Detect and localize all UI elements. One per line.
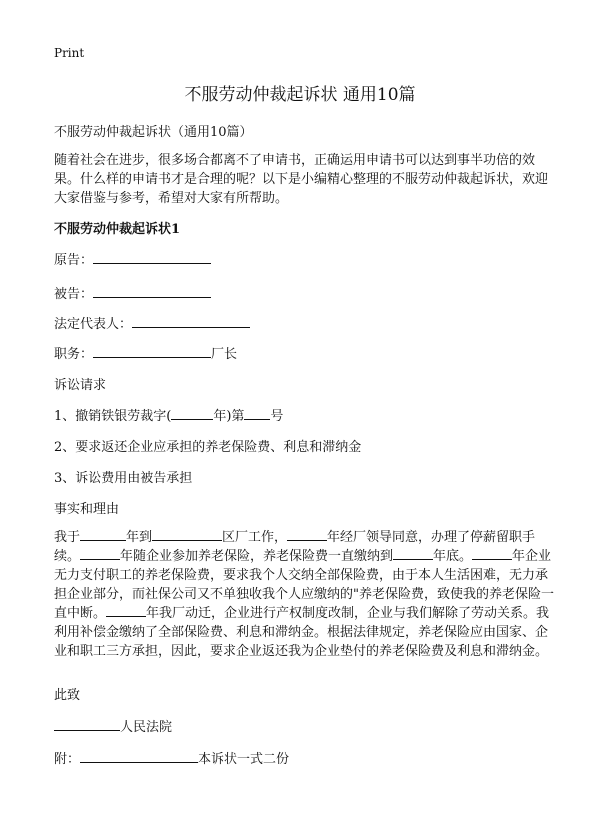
blank-1 [80,528,126,541]
claim-item-2: 2、要求返还企业应承担的养老保险费、利息和滞纳金 [54,440,362,455]
court-blank [54,718,120,731]
facts-text-3: 区厂工作， [222,530,288,545]
closing-salutation: 此致 [54,688,81,703]
claim-1-part-c: 号 [270,409,284,424]
legal-rep-blank [132,315,250,328]
attachment-line [54,748,289,767]
legal-rep-field [54,313,250,332]
claim-item-3: 3、诉讼费用由被告承担 [54,471,193,486]
plaintiff-field [54,249,211,268]
court-line [54,716,172,735]
facts-text-6: 年底。 [433,549,473,564]
blank-7 [106,604,146,617]
claim-1-year-blank [171,407,213,420]
claim-1-part-a: 1、撤销铁银劳裁字( [54,409,172,424]
intro-paragraph: 随着社会在进步，很多场合都离不了申请书，正确运用申请书可以达到事半功倍的效果。什么样的申请书才是合理的呢？以下是小编精心整理的不服劳动仲裁起诉状，欢迎大家借鉴与参考，希望对大家有所帮助。 [54,153,549,206]
legal-rep-label: 法定代表人： [54,317,133,332]
attachment-label: 附： [54,752,81,767]
blank-2 [152,528,222,541]
position-blank [93,345,211,358]
facts-text-8: 年我厂动迁，企业进行产权制度改制，企业与我们解除了劳动关系。我利用补偿金缴纳了全部保险费、利息和滞纳金。根据法律规定，养老保险应由国家、企业和职工三方承担，因此，要求企业返还我为企业垫付的养老保险费及利息和滞纳金。 [54,606,550,659]
court-label: 人民法院 [120,720,173,735]
defendant-label: 被告： [54,287,94,302]
position-suffix: 厂长 [211,347,238,362]
document-subtitle: 不服劳动仲裁起诉状（通用10篇） [54,125,253,140]
blank-4 [80,547,120,560]
plaintiff-blank [93,251,211,264]
defendant-blank [93,285,211,298]
blank-6 [472,547,512,560]
facts-text-2: 年到 [126,530,153,545]
facts-text-7: 年企业无力支付职工的养老保险费，要求我个人交纳全部保险费，由于本人生活困难，无力承担企业部分，而社保公司又不单独收我个人应缴纳的"养老保险费，致使我的养老保险一直中断。 [54,549,554,621]
claim-1-part-b: 年)第 [213,409,245,424]
page-title: 不服劳动仲裁起诉状 通用10篇 [184,85,416,105]
facts-paragraph [54,528,554,661]
facts-text-1: 我于 [54,530,81,545]
facts-text-5: 年随企业参加养老保险，养老保险费一直缴纳到 [120,549,394,564]
facts-heading: 事实和理由 [54,502,120,517]
blank-5 [393,547,433,560]
attachment-text: 本诉状一式二份 [198,752,290,767]
facts-text-4: 年经厂领导同意，办理了停薪留职手续。 [54,530,536,564]
position-field [54,343,237,362]
print-label[interactable]: Print [54,46,85,60]
position-label: 职务： [54,347,94,362]
claims-heading: 诉讼请求 [54,378,107,393]
attachment-blank [80,750,198,763]
section-heading: 不服劳动仲裁起诉状1 [54,222,181,237]
blank-3 [287,528,327,541]
claim-item-1 [54,405,283,424]
plaintiff-label: 原告： [54,253,94,268]
claim-1-number-blank [244,407,270,420]
defendant-field [54,283,211,302]
